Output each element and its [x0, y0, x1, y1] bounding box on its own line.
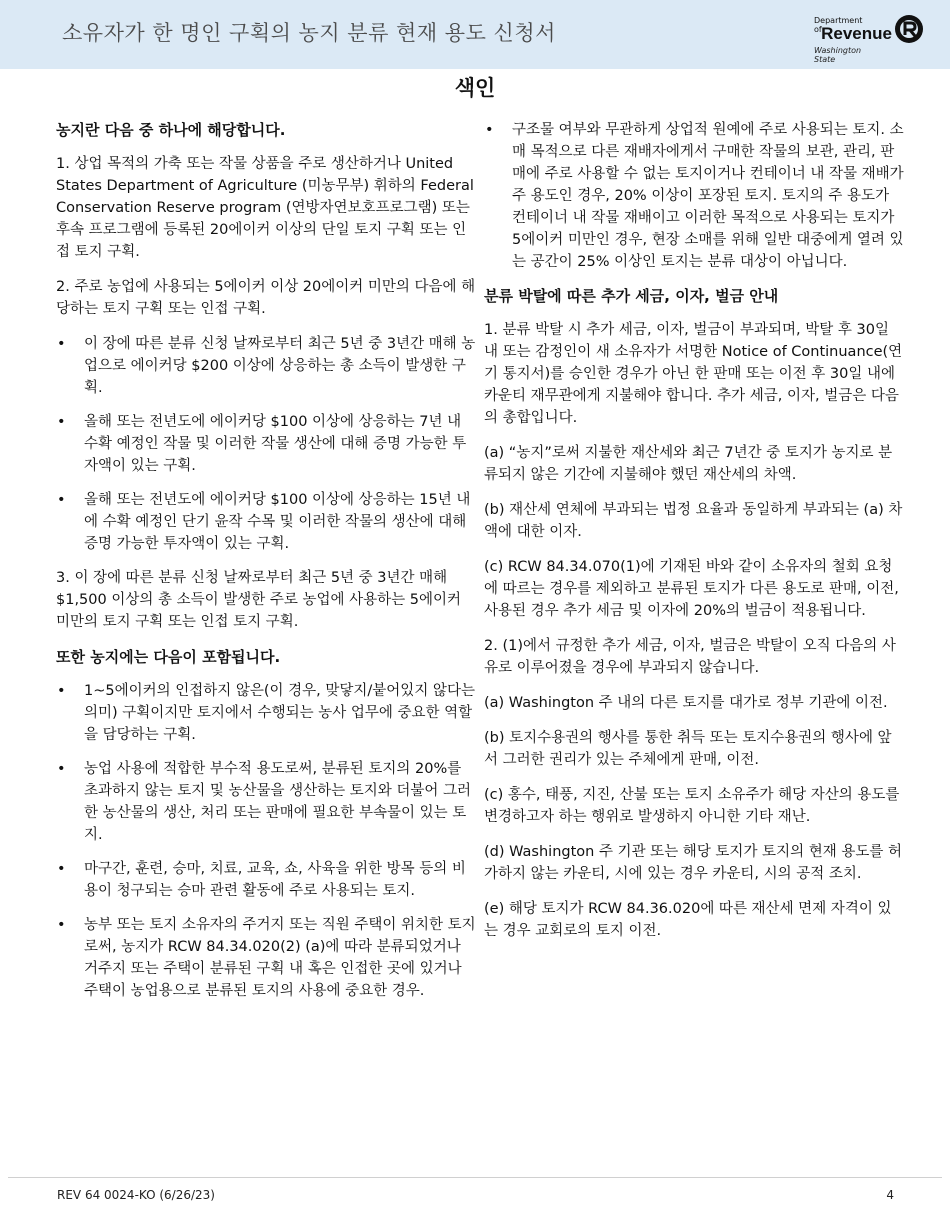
bullet-text: 1~5에이커의 인접하지 않은(이 경우, 맞닿지/붙어있지 않다는 의미) 구획이지만 토지에서 수행되는 농사 업무에 중요한 역할을 담당하는 구획. — [84, 683, 475, 743]
bullet-icon: • — [57, 414, 66, 430]
left-column — [56, 119, 476, 1014]
paragraph: (a) Washington 주 내의 다른 토지를 대가로 정부 기관에 이전. — [484, 695, 888, 711]
bullet-item — [56, 914, 476, 1002]
section-heading-penalties: 분류 박탈에 따른 추가 세금, 이자, 벌금 안내 — [484, 287, 779, 305]
logo-line-department: Department of — [814, 16, 863, 34]
page-title: 색인 — [454, 76, 496, 100]
bullet-item — [56, 680, 476, 746]
form-title: 소유자가 한 명인 구획의 농지 분류 현재 용도 신청서 — [62, 21, 556, 45]
form-number: REV 64 0024-KO (6/26/23) — [57, 1188, 215, 1202]
paragraph: (c) RCW 84.34.070(1)에 기재된 바와 같이 소유자의 철회 요청에 따르는 경우를 제외하고 분류된 토지가 다른 용도로 판매, 이전, 사용된 경우 추가 세금 및 이자에 20%의 벌금이 적용됩니다. — [484, 559, 899, 619]
logo-line-revenue: Revenue — [821, 24, 892, 43]
section-heading-farmland-includes: 또한 농지에는 다음이 포함됩니다. — [56, 648, 281, 666]
bullet-item — [484, 119, 904, 273]
paragraph: (a) “농지”로써 지불한 재산세와 최근 7년간 중 토지가 농지로 분류되지 않은 기간에 지불해야 했던 재산세의 차액. — [484, 445, 893, 483]
bullet-icon: • — [57, 917, 66, 933]
bullet-item — [56, 333, 476, 399]
bullet-text: 마구간, 훈련, 승마, 치료, 교육, 쇼, 사육을 위한 방목 등의 비용이 청구되는 승마 관련 활동에 주로 사용되는 토지. — [84, 861, 466, 899]
bullet-icon: • — [57, 492, 66, 508]
footer-divider — [8, 1177, 942, 1178]
dor-logo — [814, 14, 924, 64]
bullet-text: 농부 또는 토지 소유자의 주거지 또는 직원 주택이 위치한 토지로써, 농지가 RCW 84.34.020(2) (a)에 따라 분류되었거나 거주지 또는 주택이 분류된 구획 내 혹은 인접한 곳에 있거나 주택이 농업용으로 분류된 토지의 사용에 중요한 경우. — [84, 917, 476, 999]
bullet-icon: • — [57, 683, 66, 699]
bullet-text: 이 장에 따른 분류 신청 날짜로부터 최근 5년 중 3년간 매해 농업으로 에이커당 $200 이상에 상응하는 총 소득이 발생한 구획. — [84, 336, 476, 396]
revenue-logo-icon — [894, 14, 924, 44]
right-column — [484, 119, 904, 955]
bullet-icon: • — [485, 122, 494, 138]
paragraph: (b) 토지수용권의 행사를 통한 취득 또는 토지수용권의 행사에 앞서 그러한 권리가 있는 주체에게 판매, 이전. — [484, 730, 892, 768]
bullet-icon: • — [57, 761, 66, 777]
logo-line-state: Washington State — [814, 46, 862, 64]
bullet-item — [56, 489, 476, 555]
bullet-item — [56, 858, 476, 902]
paragraph-item-1: 1. 상업 목적의 가축 또는 작물 상품을 주로 생산하거나 United States Department of Agriculture (미농무부) 휘하의 Federal Conservation Reserve program (연방자연보호프로그램) 또는 후속 프로그램에 등록된 20에이커 이상의 단일 토지 구획 또는 인접 토지 구획. — [56, 156, 474, 260]
bullet-item — [56, 411, 476, 477]
bullet-text: 올해 또는 전년도에 에이커당 $100 이상에 상응하는 7년 내 수확 예정인 작물 및 이러한 작물 생산에 대해 증명 가능한 투자액이 있는 구획. — [84, 414, 467, 474]
bullet-text: 올해 또는 전년도에 에이커당 $100 이상에 상응하는 15년 내에 수확 예정인 단기 윤작 수목 및 이러한 작물의 생산에 대해 증명 가능한 투자액이 있는 구획. — [84, 492, 471, 552]
bullet-text: 구조물 여부와 무관하게 상업적 원예에 주로 사용되는 토지. 소매 목적으로 다른 재배자에게서 구매한 작물의 보관, 관리, 판매에 주로 사용할 수 없는 토지이거나 컨테이너 내 작물 재배가 주 용도인 경우, 20% 이상이 포장된 토지. 토지의 주 용도가 컨테이너 내 작물 재배이고 이러한 목적으로 사용되는 토지가 5에이커 미만인 경우, 현장 소매를 위해 일반 대중에게 열려 있는 공간이 25% 이상인 토지는 분류 대상이 아닙니다. — [512, 122, 904, 270]
paragraph: (d) Washington 주 기관 또는 해당 토지가 토지의 현재 용도를 허가하지 않는 카운티, 시에 있는 경우 카운티, 시의 공적 조치. — [484, 844, 902, 882]
paragraph-item-2: 2. 주로 농업에 사용되는 5에이커 이상 20에이커 미만의 다음에 해당하는 토지 구획 또는 인접 구획. — [56, 279, 476, 317]
bullet-icon: • — [57, 861, 66, 877]
page-header — [0, 0, 950, 69]
bullet-item — [56, 758, 476, 846]
page-number: 4 — [886, 1188, 894, 1202]
paragraph: 2. (1)에서 규정한 추가 세금, 이자, 벌금은 박탈이 오직 다음의 사유로 이루어졌을 경우에 부과되지 않습니다. — [484, 638, 896, 676]
section-heading-farmland-definition: 농지란 다음 중 하나에 해당합니다. — [56, 121, 286, 139]
paragraph: (e) 해당 토지가 RCW 84.36.020에 따른 재산세 면제 자격이 있는 경우 교회로의 토지 이전. — [484, 901, 892, 939]
paragraph: 1. 분류 박탈 시 추가 세금, 이자, 벌금이 부과되며, 박탈 후 30일 내 또는 감정인이 새 소유자가 서명한 Notice of Continuance(연기 통지서)를 승인한 경우가 아닌 한 판매 또는 이전 후 30일 내에 카운티 재무관에게 지불해야 합니다. 추가 세금, 이자, 벌금은 다음의 총합입니다. — [484, 322, 903, 426]
bullet-text: 농업 사용에 적합한 부수적 용도로써, 분류된 토지의 20%를 초과하지 않는 토지 및 농산물을 생산하는 토지와 더불어 그러한 농산물의 생산, 처리 또는 판매에 필요한 부속물이 있는 토지. — [84, 761, 472, 843]
paragraph: (c) 홍수, 태풍, 지진, 산불 또는 토지 소유주가 해당 자산의 용도를 변경하고자 하는 행위로 발생하지 아니한 기타 재난. — [484, 787, 900, 825]
paragraph: (b) 재산세 연체에 부과되는 법정 요율과 동일하게 부과되는 (a) 차액에 대한 이자. — [484, 502, 903, 540]
bullet-icon: • — [57, 336, 66, 352]
paragraph-item-3: 3. 이 장에 따른 분류 신청 날짜로부터 최근 5년 중 3년간 매해 $1,500 이상의 총 소득이 발생한 주로 농업에 사용하는 5에이커 미만의 토지 구획 또는 인접 토지 구획. — [56, 570, 461, 630]
